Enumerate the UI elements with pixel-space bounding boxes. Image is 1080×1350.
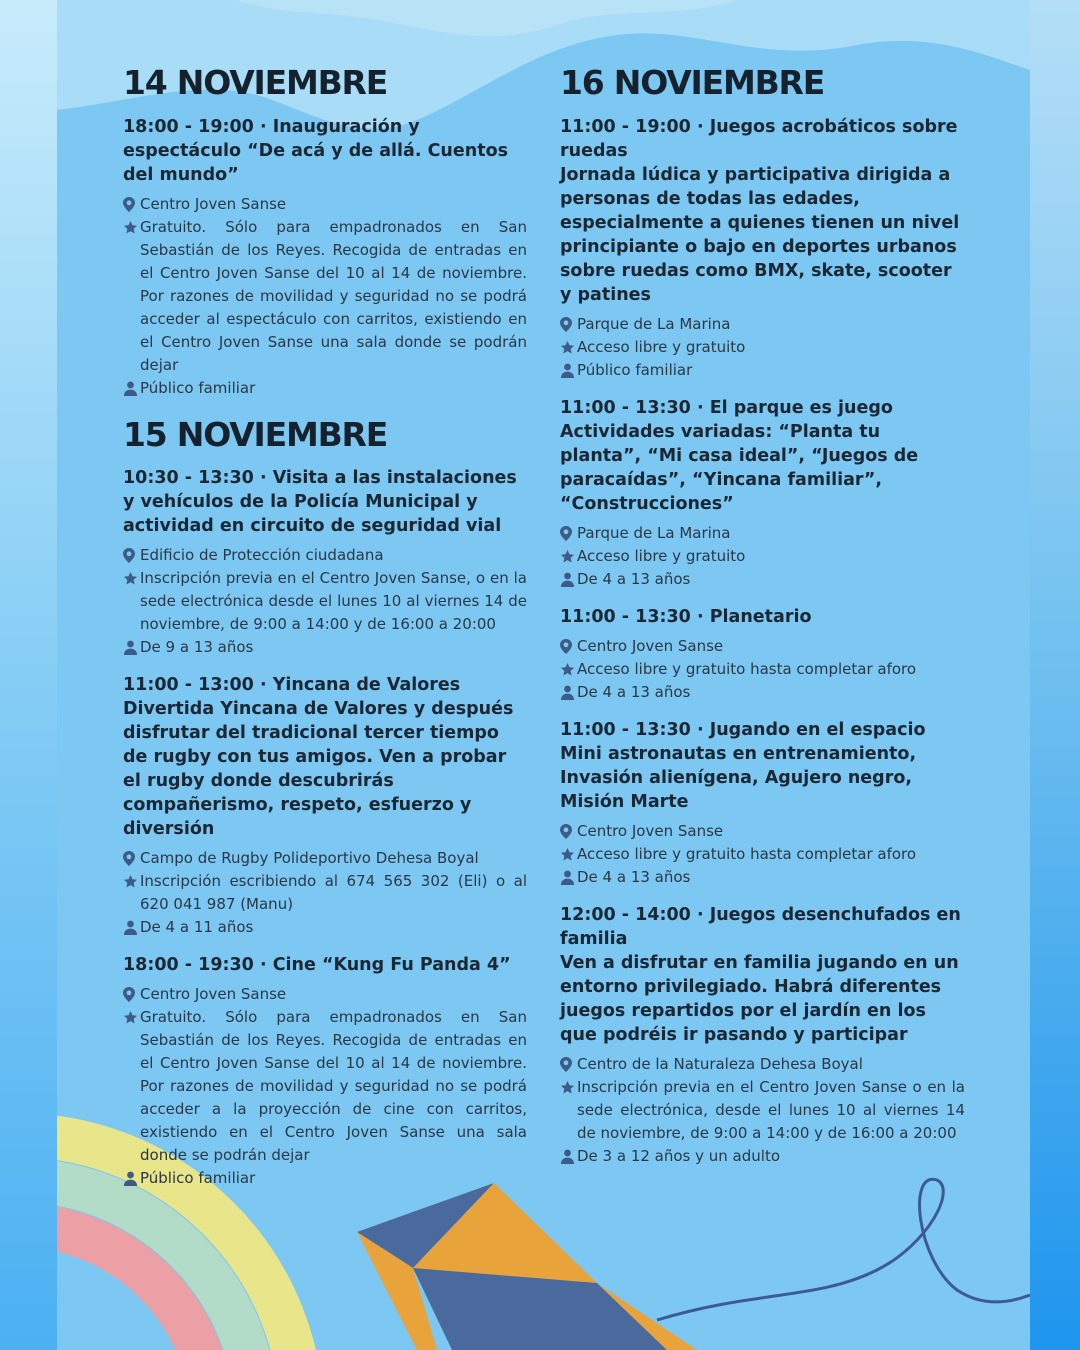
user-icon <box>123 381 137 396</box>
event-title: · Planetario <box>690 606 812 627</box>
event-access: Acceso libre y gratuito <box>577 546 746 565</box>
event-title-line <box>123 466 527 538</box>
event-title: · Visita a las instalaciones y vehículos de la Policía Municipal y actividad en circuito de seguridad vial <box>123 468 517 537</box>
event-time: 18:00 - 19:30 <box>123 955 254 976</box>
location-pin-icon <box>560 526 574 541</box>
location-pin-icon <box>123 987 137 1002</box>
event-description: Ven a disfrutar en familia jugando en un entorno privilegiado. Habrá diferentes juegos repartidos por el jardín en los que podréis ir pasando y participar <box>560 952 959 1045</box>
event-audience: De 9 a 13 años <box>140 638 254 657</box>
event-location: Campo de Rugby Polideportivo Dehesa Boyal <box>140 849 479 868</box>
event-access: Gratuito. Sólo para empadronados en San Sebastián de los Reyes. Recogida de entradas en el Centro Joven Sanse del 10 al 14 de noviembre. Por razones de movilidad y seguridad no se podrá acceder al espectáculo con carritos, existiendo en el Centro Joven Sanse una sala donde se podrán dejar <box>140 217 527 374</box>
event-item <box>560 396 965 591</box>
star-icon <box>560 1080 574 1095</box>
event-location: Centro de la Naturaleza Dehesa Boyal <box>577 1054 863 1073</box>
event-item <box>123 673 527 939</box>
star-icon <box>560 549 574 564</box>
event-access: Acceso libre y gratuito hasta completar aforo <box>577 844 917 863</box>
event-access: Inscripción escribiendo al 674 565 302 (Eli) o al 620 041 987 (Manu) <box>140 872 527 914</box>
day-heading: 15 NOVIEMBRE <box>123 414 388 454</box>
event-time: 11:00 - 13:30 <box>560 719 691 740</box>
event-title: · Juegos desenchufados en familia <box>560 904 961 949</box>
event-title: · Inauguración y espectáculo “De acá y de allá. Cuentos del mundo” <box>123 116 509 185</box>
event-title-line <box>560 903 965 951</box>
event-item <box>560 903 965 1168</box>
event-audience: De 4 a 13 años <box>577 682 691 701</box>
event-access: Acceso libre y gratuito hasta completar aforo <box>577 659 917 678</box>
user-icon <box>560 685 574 700</box>
star-icon <box>560 340 574 355</box>
event-meta <box>560 635 965 704</box>
event-title: · Juegos acrobáticos sobre ruedas <box>560 116 958 161</box>
location-pin-icon <box>123 851 137 866</box>
event-location: Edificio de Protección ciudadana <box>140 546 384 565</box>
star-icon <box>560 847 574 862</box>
event-title-line <box>560 718 965 742</box>
event-audience: De 4 a 11 años <box>140 918 254 937</box>
event-access: Gratuito. Sólo para empadronados en San Sebastián de los Reyes. Recogida de entradas en el Centro Joven Sanse del 10 al 14 de noviembre. Por razones de movilidad y seguridad no se podrá acceder a la proyección de cine con carritos, existiendo en el Centro Joven Sanse una sala donde se podrán dejar <box>140 1008 527 1165</box>
star-icon <box>123 571 137 586</box>
event-time: 18:00 - 19:00 <box>123 116 254 137</box>
location-pin-icon <box>560 639 574 654</box>
event-time: 12:00 - 14:00 <box>560 904 691 925</box>
event-item <box>123 466 527 659</box>
user-icon <box>560 870 574 885</box>
event-description: Mini astronautas en entrenamiento, Invasión alienígena, Agujero negro, Misión Marte <box>560 743 917 812</box>
event-item <box>560 718 965 889</box>
kite-string <box>657 1179 1030 1320</box>
event-item <box>560 605 965 704</box>
event-meta <box>123 193 527 400</box>
user-icon <box>560 363 574 378</box>
event-meta <box>560 522 965 591</box>
event-audience: De 4 a 13 años <box>577 569 691 588</box>
right-column <box>560 63 965 1182</box>
location-pin-icon <box>560 824 574 839</box>
event-audience: De 4 a 13 años <box>577 867 691 886</box>
event-meta <box>123 544 527 659</box>
location-pin-icon <box>560 317 574 332</box>
user-icon <box>560 572 574 587</box>
event-title-line <box>560 396 965 420</box>
event-access: Inscripción previa en el Centro Joven Sanse, o en la sede electrónica desde el lunes 10 al viernes 14 de noviembre, de 9:00 a 14:00 y de 16:00 a 20:00 <box>140 569 527 634</box>
user-icon <box>123 1171 137 1186</box>
event-meta <box>560 820 965 889</box>
event-title-line <box>123 115 527 187</box>
event-description: Jornada lúdica y participativa dirigida a personas de todas las edades, especialmente a quienes tienen un nivel principiante o bajo en deportes urbanos sobre ruedas como BMX, skate, scooter y patines <box>560 164 960 305</box>
event-time: 11:00 - 13:00 <box>123 675 254 696</box>
user-icon <box>123 640 137 655</box>
user-icon <box>123 920 137 935</box>
event-location: Centro Joven Sanse <box>577 821 724 840</box>
event-meta <box>123 847 527 939</box>
event-title: · El parque es juego <box>690 397 893 418</box>
event-title: · Jugando en el espacio <box>690 719 926 740</box>
location-pin-icon <box>123 197 137 212</box>
star-icon <box>123 874 137 889</box>
event-location: Centro Joven Sanse <box>140 985 287 1004</box>
event-title-line <box>123 953 527 977</box>
left-column <box>123 63 527 1204</box>
event-audience: De 3 a 12 años y un adulto <box>577 1146 781 1165</box>
event-location: Parque de La Marina <box>577 314 731 333</box>
right-margin-band <box>1030 0 1080 1350</box>
day-heading: 14 NOVIEMBRE <box>123 63 388 102</box>
event-title: · Cine “Kung Fu Panda 4” <box>253 955 511 976</box>
star-icon <box>123 220 137 235</box>
event-description: Divertida Yincana de Valores y después disfrutar del tradicional tercer tiempo de rugby con tus amigos. Ven a probar el rugby donde descubrirás compañerismo, respeto, esfuerzo y diversión <box>123 699 514 840</box>
event-title-line <box>560 115 965 163</box>
event-time: 11:00 - 13:30 <box>560 397 691 418</box>
event-audience: Público familiar <box>140 378 256 397</box>
event-meta <box>123 983 527 1190</box>
event-poster <box>57 0 1030 1350</box>
event-meta <box>560 1053 965 1168</box>
event-description: Actividades variadas: “Planta tu planta”, “Mi casa ideal”, “Juegos de paracaídas”, “Yincana familiar”, “Construcciones” <box>560 421 919 514</box>
location-pin-icon <box>560 1057 574 1072</box>
event-audience: Público familiar <box>577 360 693 379</box>
left-margin-band <box>0 0 57 1350</box>
event-title-line <box>560 605 965 629</box>
event-item <box>123 953 527 1190</box>
location-pin-icon <box>123 548 137 563</box>
event-access: Acceso libre y gratuito <box>577 337 746 356</box>
event-location: Centro Joven Sanse <box>577 636 724 655</box>
event-title-line <box>123 673 527 697</box>
event-item <box>560 115 965 382</box>
event-access: Inscripción previa en el Centro Joven Sanse o en la sede electrónica, desde el lunes 10 al viernes 14 de noviembre, de 9:00 a 14:00 y de 16:00 a 20:00 <box>577 1077 965 1142</box>
event-meta <box>560 313 965 382</box>
kite-illustration <box>357 1179 1030 1350</box>
event-location: Parque de La Marina <box>577 523 731 542</box>
event-title: · Yincana de Valores <box>253 675 461 696</box>
event-time: 11:00 - 13:30 <box>560 606 691 627</box>
event-location: Centro Joven Sanse <box>140 194 287 213</box>
star-icon <box>560 662 574 677</box>
user-icon <box>560 1149 574 1164</box>
day-heading: 16 NOVIEMBRE <box>560 63 825 102</box>
event-time: 11:00 - 19:00 <box>560 116 691 137</box>
event-item <box>123 115 527 400</box>
event-audience: Público familiar <box>140 1169 256 1188</box>
star-icon <box>123 1010 137 1025</box>
event-time: 10:30 - 13:30 <box>123 468 254 489</box>
